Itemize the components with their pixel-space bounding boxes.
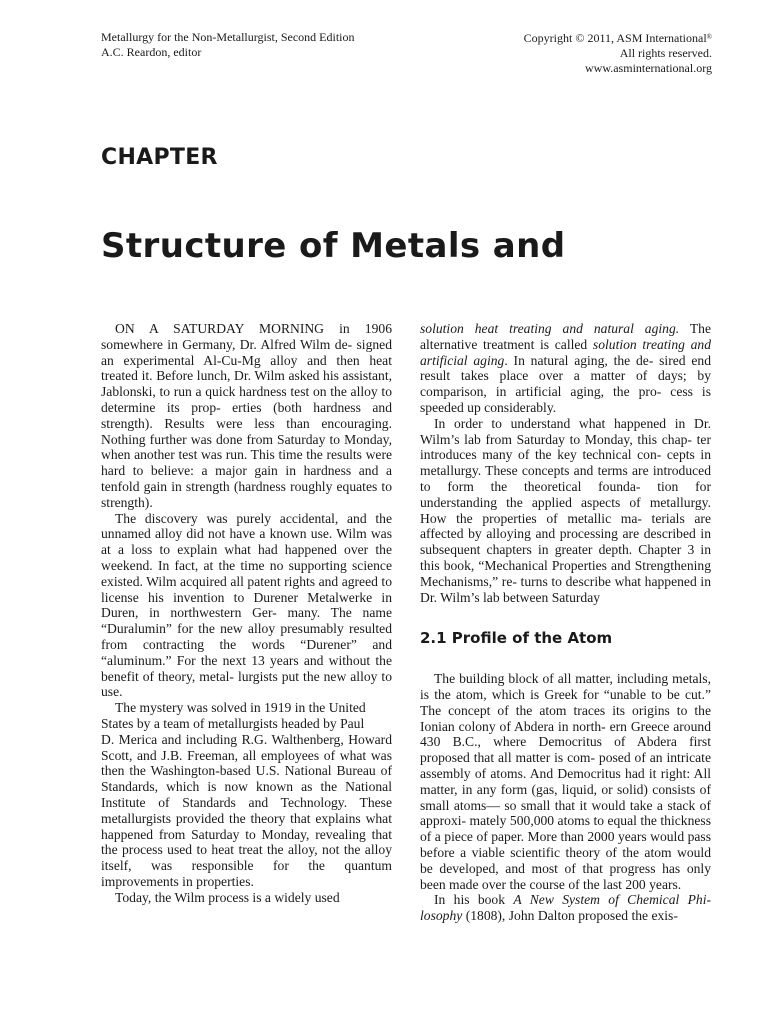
italic-term: solution treating and artificial aging bbox=[420, 336, 711, 368]
body-paragraph: The building block of all matter, including metals, is the atom, which is Greek for “unable to be cut.” The concept of the atom traces its origins to the Ionian colony of Abdera in north- ern Greece around 430 B.C., where Democritus of Abdera first proposed that all matter is com- posed of an intricate assembly of atoms. And Democritus had it right: All matter, in any form (gas, liquid, or solid) consists of small atoms— so small that it would take a stack of approxi- mately 500,000 atoms to equal the thickness of a piece of paper. More than 2000 years would pass before a viable scientific theory of the atom would be developed, and most of that progress has only been made over the course of the last 200 years. bbox=[420, 671, 711, 892]
website-link[interactable]: www.asminternational.org bbox=[585, 61, 712, 75]
book-title: Metallurgy for the Non-Metallurgist, Second Edition bbox=[101, 30, 355, 44]
chapter-title: Structure of Metals and bbox=[101, 226, 566, 266]
text-run: The alternative treatment is called bbox=[420, 321, 712, 352]
body-paragraph: The discovery was purely accidental, and the unnamed alloy did not have a known use. Wilm was at a loss to explain what had happened over the weekend. In fact, at the time no supporting science existed. Wilm acquired all patent rights and agreed to license his invention to Durener Metalwerke in Duren, in northwestern Ger- many. The name “Duralumin” for the new alloy presumably resulted from contracting the words “Durener” and “aluminum.” For the next 13 years and without the benefit of theory, metal- lurgists put the new alloy to use. bbox=[101, 510, 392, 700]
running-header-left bbox=[101, 30, 355, 60]
text-run: (1808), John Dalton proposed the exis- bbox=[462, 908, 678, 924]
body-paragraph: The mystery was solved in 1919 in the United States by a team of metallurgists headed by Paul bbox=[101, 700, 366, 731]
chapter-label: CHAPTER bbox=[101, 145, 218, 170]
rights-line: All rights reserved. bbox=[619, 46, 712, 60]
running-header-right bbox=[524, 30, 712, 76]
body-paragraph: ON A SATURDAY MORNING in 1906 somewhere in Germany, Dr. Alfred Wilm de- signed an experimental Al-Cu-Mg alloy and then heat treated it. Before lunch, Dr. Wilm asked his assistant, Jablonski, to run a quick hardness test on the alloy to determine its prop- erties (both hardness and strength). Results were less than encouraging. Nothing further was done from Saturday to Monday, when another test was run. This time the results were hard to believe: a major gain in hardness and a tenfold gain in strength (hardness roughly equates to strength). bbox=[101, 321, 392, 510]
body-paragraph bbox=[420, 892, 711, 924]
body-paragraph: D. Merica and including R.G. Walthenberg, Howard Scott, and J.B. Freeman, all employees of what was then the Washington-based U.S. National Bureau of Standards, which is now known as the National Institute of Standards and Technology. These metallurgists provided the theory that explains what happened from Saturday to Monday, revealing that the process used to heat treat the alloy, not the alloy itself, was responsible for the quantum improvements in properties. bbox=[101, 731, 392, 889]
right-text-column bbox=[420, 321, 711, 924]
text-run: In his book bbox=[434, 892, 514, 908]
text-run: . In natural aging, the de- sired end result takes place over a matter of days; by comparison, in artificial aging, the pro- cess is speeded up considerably. bbox=[420, 352, 711, 415]
section-heading: 2.1 Profile of the Atom bbox=[420, 629, 613, 648]
book-title-italic: A New System of Chemical Phi- losophy bbox=[420, 892, 711, 924]
registered-mark: ® bbox=[706, 33, 712, 41]
copyright-line bbox=[524, 30, 712, 46]
editor-credit: A.C. Reardon, editor bbox=[101, 45, 202, 59]
body-paragraph: Today, the Wilm process is a widely used bbox=[115, 889, 340, 905]
italic-term: solution heat treating and natural aging. bbox=[420, 321, 680, 336]
copyright-text: Copyright © 2011, ASM International bbox=[523, 31, 707, 45]
body-paragraph: In order to understand what happened in Dr. Wilm’s lab from Saturday to Monday, this chap- ter introduces many of the key technical con- cepts in metallurgy. These concepts and terms are introduced to form the theoretical founda- tion for understanding the applied aspects of metallurgy. How the properties of metallic ma- terials are affected by alloying and processing are described in subsequent chapters in greater depth. Chapter 3 in this book, “Mechanical Properties and Strengthening Mechanisms,” re- turns to describe what happened in Dr. Wilm’s lab between Saturday bbox=[420, 415, 711, 605]
body-paragraph bbox=[420, 321, 711, 416]
left-text-column bbox=[101, 321, 392, 905]
